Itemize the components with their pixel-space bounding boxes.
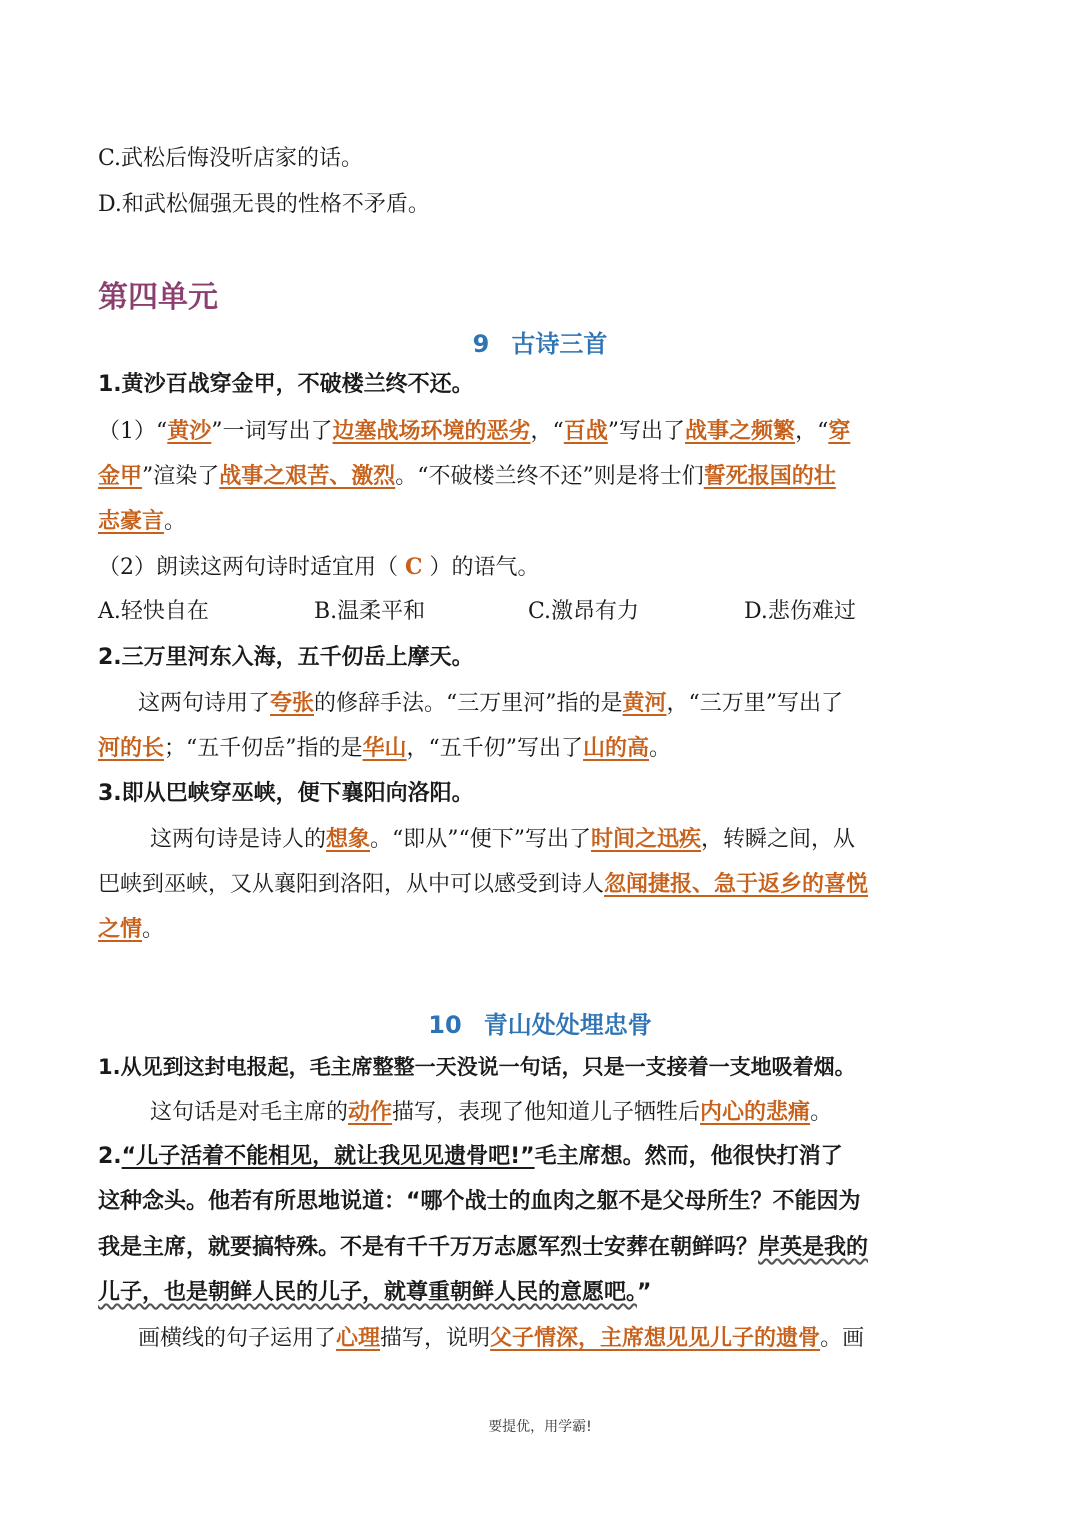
option-c-text: C.武松后悔没听店家的话。 [98,146,364,171]
answer-blank: 河的长 [98,735,165,761]
question-text: 儿子，也是朝鲜人民的儿子，就尊重朝鲜人民的意愿吧。” [98,1280,652,1305]
lesson-9-heading [0,324,1080,359]
question-heading: 2.“儿子活着不能相见，就让我见见遗骨吧!”毛主席想。然而，他很快打消了 [98,1144,843,1169]
selected-choice: C [405,554,423,580]
question-text: 我是主席，就要搞特殊。不是有千千万万志愿军烈士安葬在朝鲜吗？岸英是我的 [98,1235,869,1260]
wavy-underlined-sentence: 岸英是我的 [758,1235,869,1260]
answer-line: 这两句诗用了夸张的修辞手法。“三万里河”指的是黄河，“三万里”写出了 [138,690,844,716]
answer-blank: 动作 [348,1099,393,1125]
answer-line: 河的长；“五千仞岳”指的是华山，“五千仞”写出了山的高。 [98,735,672,761]
option-d: D.悲伤难过 [744,599,856,624]
answer-blank: 边塞战场环境的恶劣 [332,418,531,444]
answer-blank: 金甲 [98,463,143,489]
answer-blank: 黄河 [622,690,667,716]
answer-blank: 之情 [98,916,143,942]
answer-blank: 内心的悲痛 [700,1099,811,1125]
answer-line: 金甲”渲染了战事之艰苦、激烈。“不破楼兰终不还”则是将士们誓死报国的壮 [98,463,836,489]
answer-blank: 心理 [336,1325,381,1351]
answer-line: 画横线的句子运用了心理描写，说明父子情深，主席想见见儿子的遗骨。画 [138,1325,865,1351]
question-heading: 1.黄沙百战穿金甲，不破楼兰终不还。 [98,372,474,397]
answer-blank: 黄沙 [167,418,212,444]
lesson-title: 古诗三首 [511,330,608,358]
answer-line: （1）“黄沙”一词写出了边塞战场环境的恶劣，“百战”写出了战事之频繁，“穿 [98,418,851,444]
answer-blank: 华山 [362,735,407,761]
unit-title: 第四单元 [98,280,218,315]
answer-blank: 山的高 [583,735,650,761]
answer-line: 巴峡到巫峡，又从襄阳到洛阳，从中可以感受到诗人忽闻捷报、急于返乡的喜悦 [98,871,869,897]
answer-line: 这句话是对毛主席的动作描写，表现了他知道儿子牺牲后内心的悲痛。 [150,1099,833,1125]
wavy-underlined-sentence: 儿子，也是朝鲜人民的儿子，就尊重朝鲜人民的意愿吧。 [98,1280,638,1305]
underlined-sentence: “儿子活着不能相见，就让我见见遗骨吧!” [121,1144,535,1169]
answer-line: 这两句诗是诗人的想象。“即从”“便下”写出了时间之迅疾，转瞬之间，从 [150,826,856,852]
sub-question: （2）朗读这两句诗时适宜用（ C ）的语气。 [98,554,540,580]
option-a: A.轻快自在 [98,599,209,624]
option-c: C.激昂有力 [528,599,640,624]
option-d-text: D.和武松倔强无畏的性格不矛盾。 [98,192,430,217]
answer-blank: 想象 [326,826,371,852]
answer-line: 之情。 [98,916,165,942]
answer-blank: 战事之艰苦、激烈 [219,463,396,489]
lesson-number: 9 [472,330,490,358]
question-text: 这种念头。他若有所思地说道：“哪个战士的血肉之躯不是父母所生？不能因为 [98,1189,861,1214]
page-footer: 要提优，用学霸! [488,1419,592,1435]
lesson-title: 青山处处埋忠骨 [483,1011,652,1039]
answer-blank: 百战 [563,418,608,444]
question-heading: 3.即从巴峡穿巫峡，便下襄阳向洛阳。 [98,781,474,806]
question-heading: 2.三万里河东入海，五千仞岳上摩天。 [98,645,474,670]
lesson-10-heading [0,1005,1080,1040]
answer-blank: 夸张 [270,690,315,716]
answer-blank: 穿 [828,418,851,444]
answer-blank: 志豪言 [98,508,165,534]
answer-blank: 忽闻捷报、急于返乡的喜悦 [604,871,869,897]
answer-blank: 时间之迅疾 [591,826,702,852]
question-heading: 1.从见到这封电报起，毛主席整整一天没说一句话，只是一支接着一支地吸着烟。 [98,1055,856,1079]
lesson-number: 10 [428,1011,462,1039]
option-b: B.温柔平和 [314,599,426,624]
answer-line: 志豪言。 [98,508,187,534]
answer-blank: 父子情深，主席想见见儿子的遗骨 [490,1325,821,1351]
answer-blank: 战事之频繁 [685,418,796,444]
answer-blank: 誓死报国的壮 [703,463,836,489]
